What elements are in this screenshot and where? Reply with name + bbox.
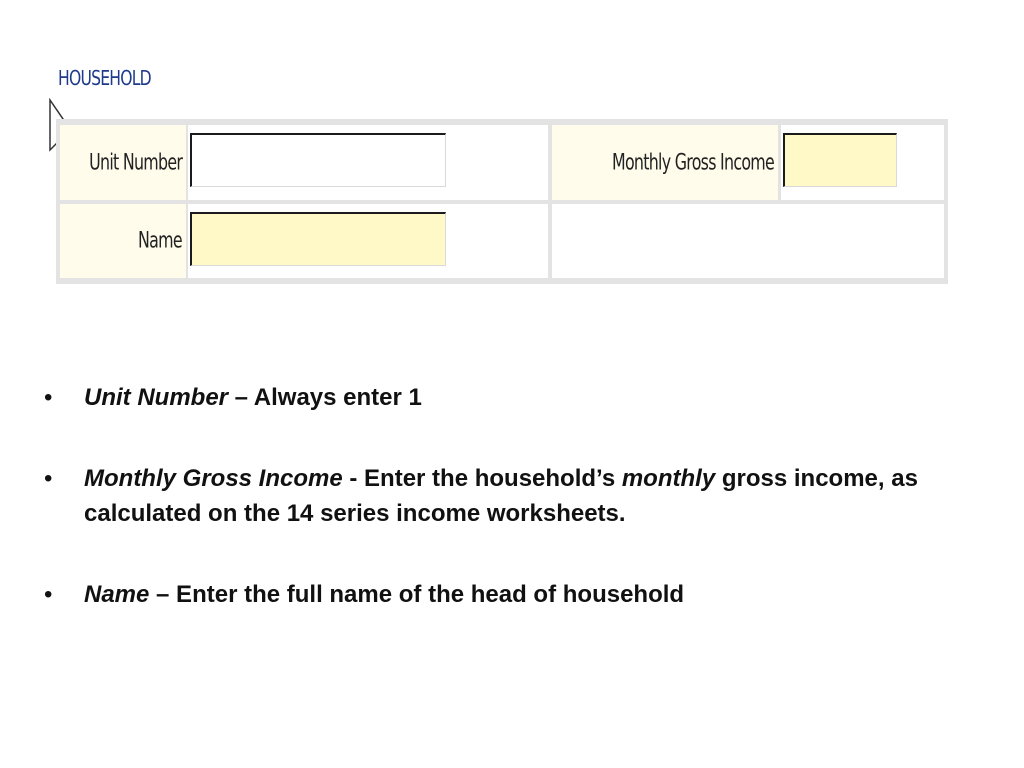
empty-cell [552, 204, 944, 278]
unit-number-label: Unit Number [89, 150, 182, 175]
instruction-text-after: gross income, as calculated on the 14 series income worksheets. [84, 465, 918, 527]
instruction-unit-number [44, 380, 964, 415]
field-instructions-list [44, 380, 964, 624]
monthly-gross-income-label: Monthly Gross Income [611, 150, 774, 175]
instruction-monthly-gross-income [44, 461, 964, 531]
unit-number-label-cell [60, 125, 186, 200]
name-input-cell [188, 204, 548, 278]
instruction-term: Unit Number [84, 384, 228, 411]
instruction-text: – Enter the full name of the head of household [149, 581, 685, 608]
name-label-cell [60, 204, 186, 278]
instruction-name [44, 577, 964, 612]
monthly-gross-income-input-cell [781, 125, 944, 200]
instruction-text-before: - Enter the household’s [342, 465, 622, 492]
household-form-table [56, 119, 948, 284]
bullet-icon: • [44, 465, 53, 492]
bullet-icon: • [44, 384, 53, 411]
name-label: Name [138, 228, 182, 254]
household-section-title: HOUSEHOLD [58, 66, 151, 90]
unit-number-input-cell [188, 125, 548, 200]
unit-number-input[interactable] [190, 133, 446, 187]
name-input[interactable] [190, 212, 446, 266]
monthly-gross-income-label-cell [552, 125, 778, 200]
instruction-term: Name [84, 581, 150, 608]
monthly-gross-income-input[interactable] [783, 133, 897, 187]
instruction-text: – Always enter 1 [228, 384, 422, 411]
instruction-term: Monthly Gross Income [84, 465, 343, 492]
bullet-icon: • [44, 581, 53, 608]
instruction-emphasis: monthly [621, 465, 716, 492]
